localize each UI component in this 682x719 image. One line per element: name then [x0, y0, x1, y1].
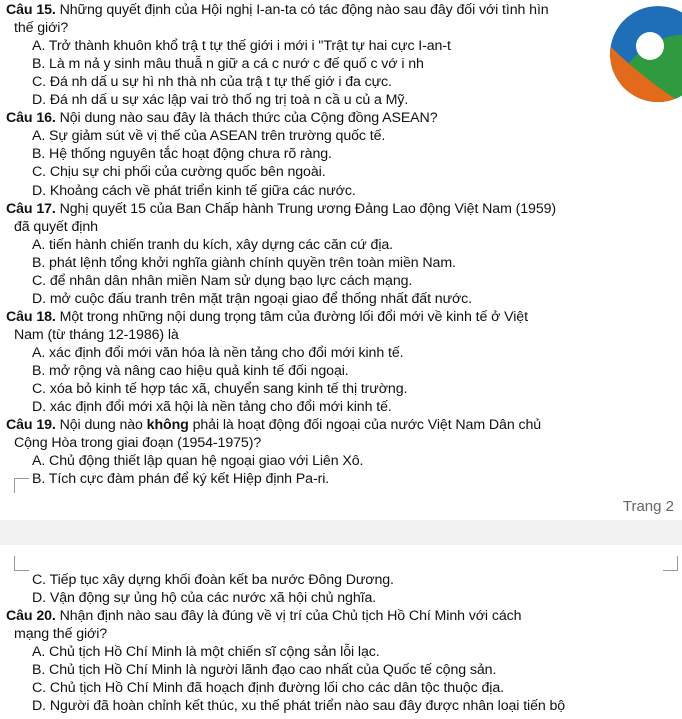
answer-option: C. Chịu sự chi phối của cường quốc bên ngoài. [32, 164, 326, 181]
publisher-logo [610, 6, 682, 102]
answer-option: B. Là m nả y sinh mâu thuẫ n giữ a cá c nướ c đế quố c vớ i nh [32, 56, 424, 73]
crop-mark [14, 478, 29, 493]
page-gap [0, 520, 682, 545]
question-continuation: Cộng Hòa trong giai đoạn (1954-1975)? [14, 435, 262, 452]
question-number: Câu 17. [6, 200, 56, 217]
question-continuation: thế giới? [14, 20, 69, 37]
answer-option: B. Chủ tịch Hồ Chí Minh là người lãnh đạo cao nhất của Quốc tế cộng sản. [32, 662, 497, 679]
answer-option: D. Đá nh dấ u sự xác lập vai trò thố ng trị toà n cầ u củ a Mỹ. [32, 92, 409, 109]
crop-mark [663, 556, 678, 571]
answer-option: A. Sự giảm sút về vị thế của ASEAN trên trường quốc tế. [32, 128, 386, 145]
question-number: Câu 19. [6, 417, 56, 434]
page-3 [0, 545, 682, 719]
answer-option: A. tiến hành chiến tranh du kích, xây dựng các căn cứ địa. [32, 236, 394, 253]
answer-option: B. mở rộng và nâng cao hiệu quả kinh tế đối ngoại. [32, 363, 349, 379]
answer-option: D. xác định đổi mới xã hội là nền tảng cho đổi mới kinh tế. [32, 399, 392, 416]
answer-option: A. xác định đổi mới văn hóa là nền tảng cho đổi mới kinh tế. [32, 344, 404, 361]
answer-option: B. Tích cực đàm phán để ký kết Hiệp định Pa-ri. [32, 471, 330, 488]
question-continuation: đã quyết định [14, 218, 98, 235]
question-heading: Câu 19. Nội dung nào không phải là hoạt động đối ngoại của nước Việt Nam Dân chủ [6, 417, 542, 434]
answer-option: D. Khoảng cách về phát triển kinh tế giữa các nước. [32, 182, 356, 199]
answer-option: B. phát lệnh tổng khởi nghĩa giành chính quyền trên toàn miền Nam. [32, 254, 456, 271]
page-number: Trang 2 [622, 498, 674, 515]
answer-option: C. Chủ tịch Hồ Chí Minh đã hoạch định đường lối cho các dân tộc thuộc địa. [32, 680, 504, 697]
question-number: Câu 15. [6, 2, 56, 18]
question-heading: Câu 20. Nhận định nào sau đây là đúng về vị trí của Chủ tịch Hồ Chí Minh với cách [6, 608, 522, 625]
question-heading: Câu 16. Nội dung nào sau đây là thách thức của Cộng đồng ASEAN? [6, 110, 438, 127]
answer-option: D. mở cuộc đấu tranh trên mặt trận ngoại giao để thống nhất đất nước. [32, 290, 472, 307]
question-number: Câu 20. [6, 608, 56, 625]
question-heading: Câu 17. Nghị quyết 15 của Ban Chấp hành Trung ương Đảng Lao động Việt Nam (1959) [6, 200, 557, 217]
question-heading: Câu 15. Những quyết định của Hội nghị I-an-ta có tác động nào sau đây đối với tình hìn [6, 2, 549, 18]
answer-option: D. Người đã hoàn chỉnh kết thúc, xu thế phát triển nào sau đây được nhân loại tiến bộ [32, 698, 566, 715]
question-number: Câu 16. [6, 110, 56, 127]
answer-option: D. Vận động sự ủng hộ của các nước xã hội chủ nghĩa. [32, 590, 377, 607]
question-continuation: mạng thế giới? [14, 626, 108, 643]
answer-option: C. Tiếp tục xây dựng khối đoàn kết ba nước Đông Dương. [32, 572, 394, 588]
answer-option: B. Hệ thống nguyên tắc hoạt động chưa rõ ràng. [32, 146, 332, 163]
answer-option: C. để nhân dân nhân miền Nam sử dụng bạo lực cách mạng. [32, 272, 413, 289]
answer-option: A. Chủ động thiết lập quan hệ ngoại giao với Liên Xô. [32, 453, 364, 470]
crop-mark [14, 556, 29, 571]
answer-option: C. xóa bỏ kinh tế hợp tác xã, chuyển sang kinh tế thị trường. [32, 381, 408, 398]
answer-option: A. Trở thành khuôn khổ trậ t tự thế giới i mới i "Trật tự hai cực I-an-t [32, 38, 451, 55]
question-heading: Câu 18. Một trong những nội dung trọng tâm của đường lối đổi mới về kinh tế ở Việt [6, 308, 528, 325]
emphasis: không [146, 417, 189, 434]
answer-option: C. Đá nh dấ u sự hì nh thà nh của trậ t tự thế giớ i đa cực. [32, 74, 392, 91]
question-continuation: Nam (từ tháng 12-1986) là [14, 326, 179, 343]
question-number: Câu 18. [6, 308, 56, 325]
answer-option: A. Chủ tịch Hồ Chí Minh là một chiến sĩ cộng sản lỗi lạc. [32, 644, 380, 661]
